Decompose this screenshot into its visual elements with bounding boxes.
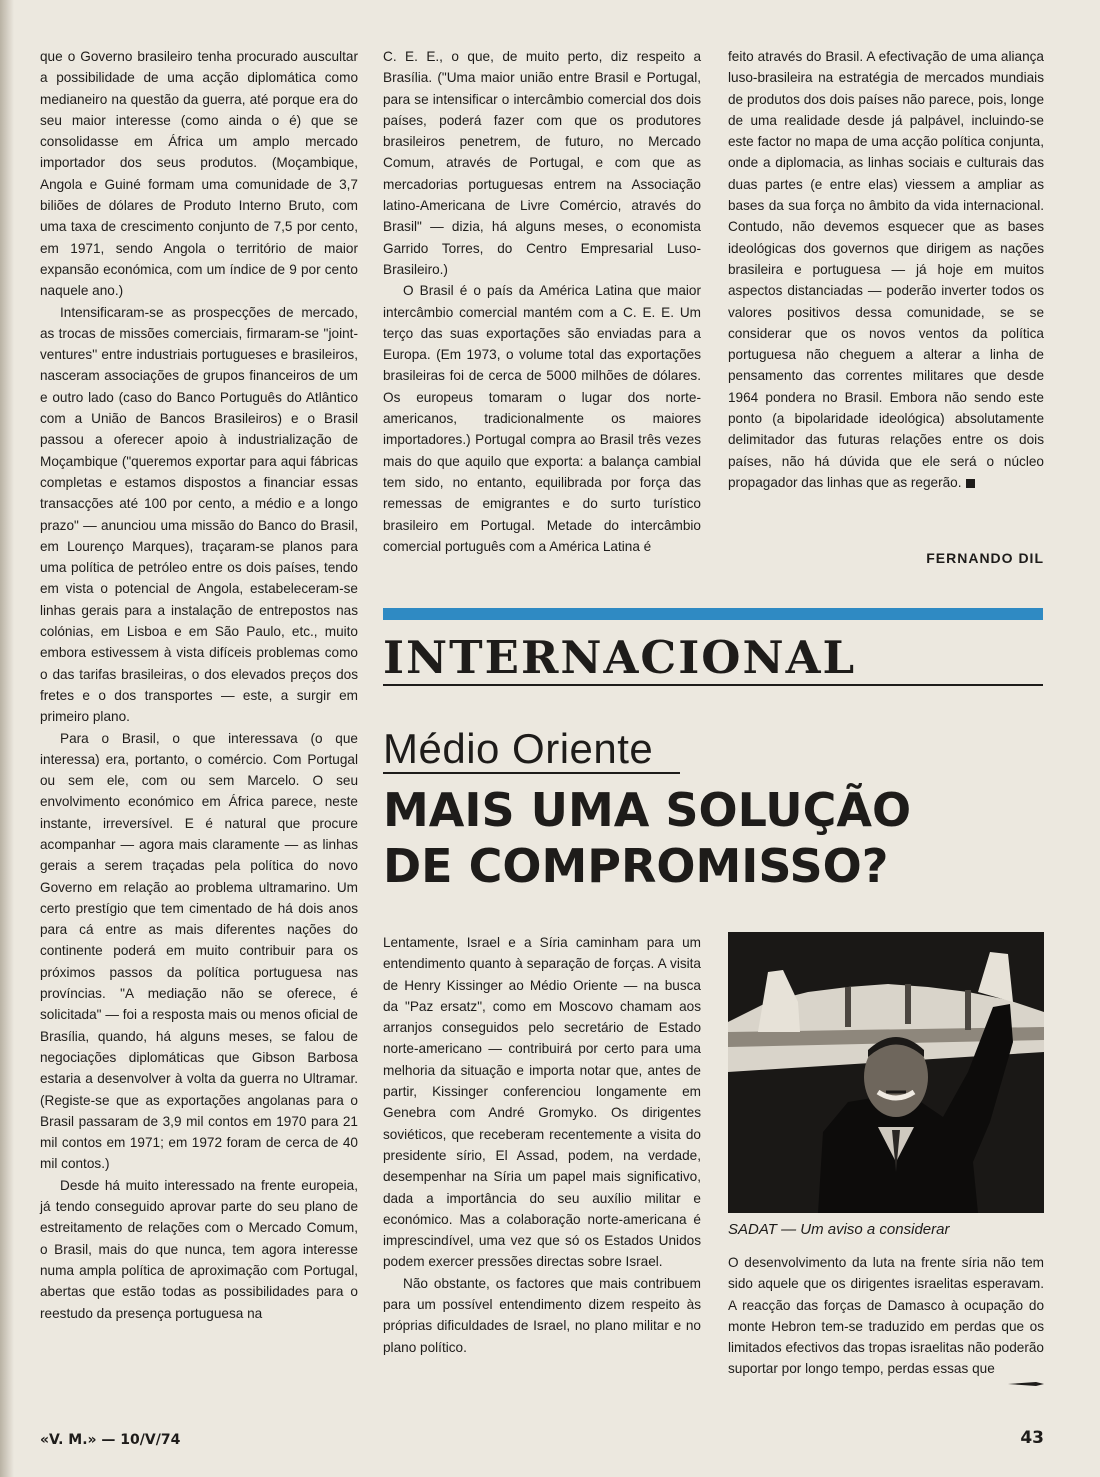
continued-arrow-icon bbox=[1008, 1380, 1044, 1388]
section-divider bbox=[383, 684, 1043, 686]
paragraph: O Brasil é o país da América Latina que maior intercâmbio comercial mantém com a C. E. E. Um terço das suas exportações são enviadas para a Europa. (Em 1973, o volume total das exportações brasileiras foi de cerca de 5000 milhões de dólares. Os europeus tomaram o lugar dos norte-americanos, tradicionalmente os maiores importadores.) Portugal compra ao Brasil três vezes mais do que aquilo que exporta: a balança cambial tem sido, no entanto, equilibrada por força das remessas de emigrantes e do surto turístico brasileiro em Portugal. Metade do intercâmbio comercial português com a América Latina é bbox=[383, 283, 701, 554]
paragraph: Para o Brasil, o que interessava (o que interessa) era, portanto, o comércio. Com Portugal ou sem ele, com ou sem Marcelo. O seu envolvimento económico em África parece, neste instante, irreversível. E é natural que procure acompanhar — agora mais claramente — as linhas gerais a serem traçadas pela política do novo Governo em relação ao problema ultramarino. Um certo prestígio que tem cimentado de há dois anos para cá entre as mais diferentes nações do continente poderá em muito contribuir para os próximos passos da política portuguesa nas províncias. "A mediação não se oferece, é solicitada" — foi a resposta mais ou menos oficial de Brasília, quando, há alguns meses, se falou de negociações diplomáticas que Gibson Barbosa estaria a desenvolver à volta da guerra no Ultramar. (Registe-se que as exportações angolanas para o Brasil passaram de 3,9 mil contos em 1970 para 21 mil contos em 1971; em 1972 foram de cerca de 40 mil contos.) bbox=[40, 730, 358, 1172]
page-number: 43 bbox=[1020, 1428, 1044, 1448]
article-kicker: Médio Oriente bbox=[383, 725, 654, 772]
end-of-article-mark-icon bbox=[966, 479, 975, 488]
paragraph: O desenvolvimento da luta na frente síria não tem sido aquele que os dirigentes israelitas esperavam. A reacção das forças de Damasco à ocupação do monte Hebron tem-se traduzido em perdas que os limitados efectivos das tropas israelitas não poderão suportar por longo tempo, perdas essas que bbox=[728, 1255, 1044, 1377]
paragraph: Lentamente, Israel e a Síria caminham para um entendimento quanto à separação de forças. A visita de Henry Kissinger ao Médio Oriente — na busca da "Paz ersatz", como em Moscovo chamam aos arranjos conseguidos pelo secretário de Estado norte-americano — contribuirá por certo para uma melhoria da situação e importa notar que, antes de partir, Kissinger conferenciou longamente em Genebra com André Gromyko. Os dirigentes soviéticos, que receberam recentemente a visita do presidente sírio, El Assad, podem, na verdade, desempenhar na Síria um papel mais significativo, dada a importância do seu auxílio militar e económico. Mas a colaboração norte-americana é imprescindível, uma vez que só os Estados Unidos podem exercer pressões directas sobre Israel. bbox=[383, 935, 701, 1270]
headline-line-2: DE COMPROMISSO? bbox=[383, 839, 889, 893]
binding-shadow bbox=[0, 0, 14, 1477]
paragraph: Intensificaram-se as prospecções de mercado, as trocas de missões comerciais, firmaram-se ''joint-ventures'' entre industriais portugueses e brasileiros, nasceram associações de grupos financeiros de um e outro lado (caso do Banco Português do Atlântico com a União de Bancos Brasileiros) e o Brasil passou a oferecer apoio à industrialização de Moçambique ("queremos exportar para aqui fábricas completas e estamos dispostos a financiar essas transacções até 100 por cento, a médio e a longo prazo" — anunciou uma missão do Banco do Brasil, em Lourenço Marques), traçaram-se planos para uma política de petróleo entre os dois países, tendo em vista o potencial de Angola, estabeleceram-se linhas gerais para a instalação de entrepostos nas colónias, em Lisboa e em São Paulo, etc., muito embora estivessem à vista difíceis problemas como o das tarifas brasileiras, o dos elevados preços dos fretes e o dos transportes — este, a surgir em primeiro plano. bbox=[40, 304, 358, 725]
section-accent-rule bbox=[383, 608, 1043, 620]
article-headline bbox=[383, 782, 1043, 894]
paragraph bbox=[728, 46, 1044, 493]
previous-article-column-3 bbox=[728, 46, 1044, 493]
paragraph: C. E. E., o que, de muito perto, diz respeito a Brasília. ("Uma maior união entre Brasil e Portugal, para se intensificar o intercâmbio comercial dos dois países, poderá fazer com que os produtores brasileiros penetrem, de futuro, no Mercado Comum, através de Portugal, e com que as mercadorias portuguesas entrem na Associação latino-Americana de Livre Comércio, através do Brasil" — dizia, há alguns meses, o economista Garrido Torres, do Centro Empresarial Luso-Brasileiro.) bbox=[383, 49, 701, 277]
paragraph: que o Governo brasileiro tenha procurado auscultar a possibilidade de uma acção diplomática como medianeiro na questão da guerra, até porque era do seu maior interesse (como ainda o é) que se consolidasse em África um amplo mercado importador dos seus produtos. (Moçambique, Angola e Guiné formam uma comunidade de 3,7 biliões de dólares de Produto Interno Bruto, com uma taxa de crescimento conjunto de 7,5 por cento, em 1971, sendo Angola o território de maior expansão económica, com um índice de 9 por cento naquele ano.) bbox=[40, 49, 358, 299]
photo-caption: SADAT — Um aviso a considerar bbox=[728, 1221, 950, 1238]
byline: FERNANDO DIL bbox=[926, 550, 1044, 566]
headline-line-1: MAIS UMA SOLUÇÃO bbox=[383, 783, 912, 837]
article-column-right bbox=[728, 1252, 1044, 1380]
article-column-left bbox=[383, 932, 701, 1358]
previous-article-column-2 bbox=[383, 46, 701, 557]
kicker-underline bbox=[383, 772, 680, 774]
sadat-photo bbox=[728, 932, 1044, 1213]
section-title: INTERNACIONAL bbox=[383, 631, 857, 684]
issue-footer: «V. M.» — 10/V/74 bbox=[40, 1432, 181, 1448]
paragraph: Desde há muito interessado na frente europeia, já tendo conseguido aprovar parte do seu plano de estreitamento de relações com o Mercado Comum, o Brasil, mais do que nunca, tem agora interesse numa ampla política de aproximação com Portugal, abertas que estão todas as possibilidades para o reestudo da presença portuguesa na bbox=[40, 1177, 358, 1321]
photo-illustration bbox=[728, 932, 1044, 1213]
paragraph-text: feito através do Brasil. A efectivação de uma aliança luso-brasileira na estratégia de mercados mundiais de produtos dos dois países não parece, pois, longe de uma realidade desde já palpável, incluindo-se este factor no mapa de uma acção política conjunta, onde a diplomacia, as linhas sociais e culturais das duas partes (e entre elas) viessem a ampliar as bases da sua força no âmbito da vida internacional. Contudo, não devemos esquecer que as bases ideológicas dos governos que dirigem as nações brasileira e portuguesa — já hoje em muitos aspectos distanciadas — poderão inverter todos os valores positivos dessa comunidade, se se considerar que os novos ventos da política portuguesa não cheguem a alterar a linha de pensamento das correntes militares que desde 1964 pondera no Brasil. Embora não sendo este ponto (a bipolaridade ideológica) absolutamente delimitador das futuras relações entre os dois países, não há dúvida que ele será o núcleo propagador das linhas que as regerão. bbox=[728, 49, 1044, 490]
paragraph: Não obstante, os factores que mais contribuem para um possível entendimento dizem respeito às próprias dificuldades de Israel, no plano militar e no plano político. bbox=[383, 1275, 701, 1355]
previous-article-column-1 bbox=[40, 46, 358, 1324]
